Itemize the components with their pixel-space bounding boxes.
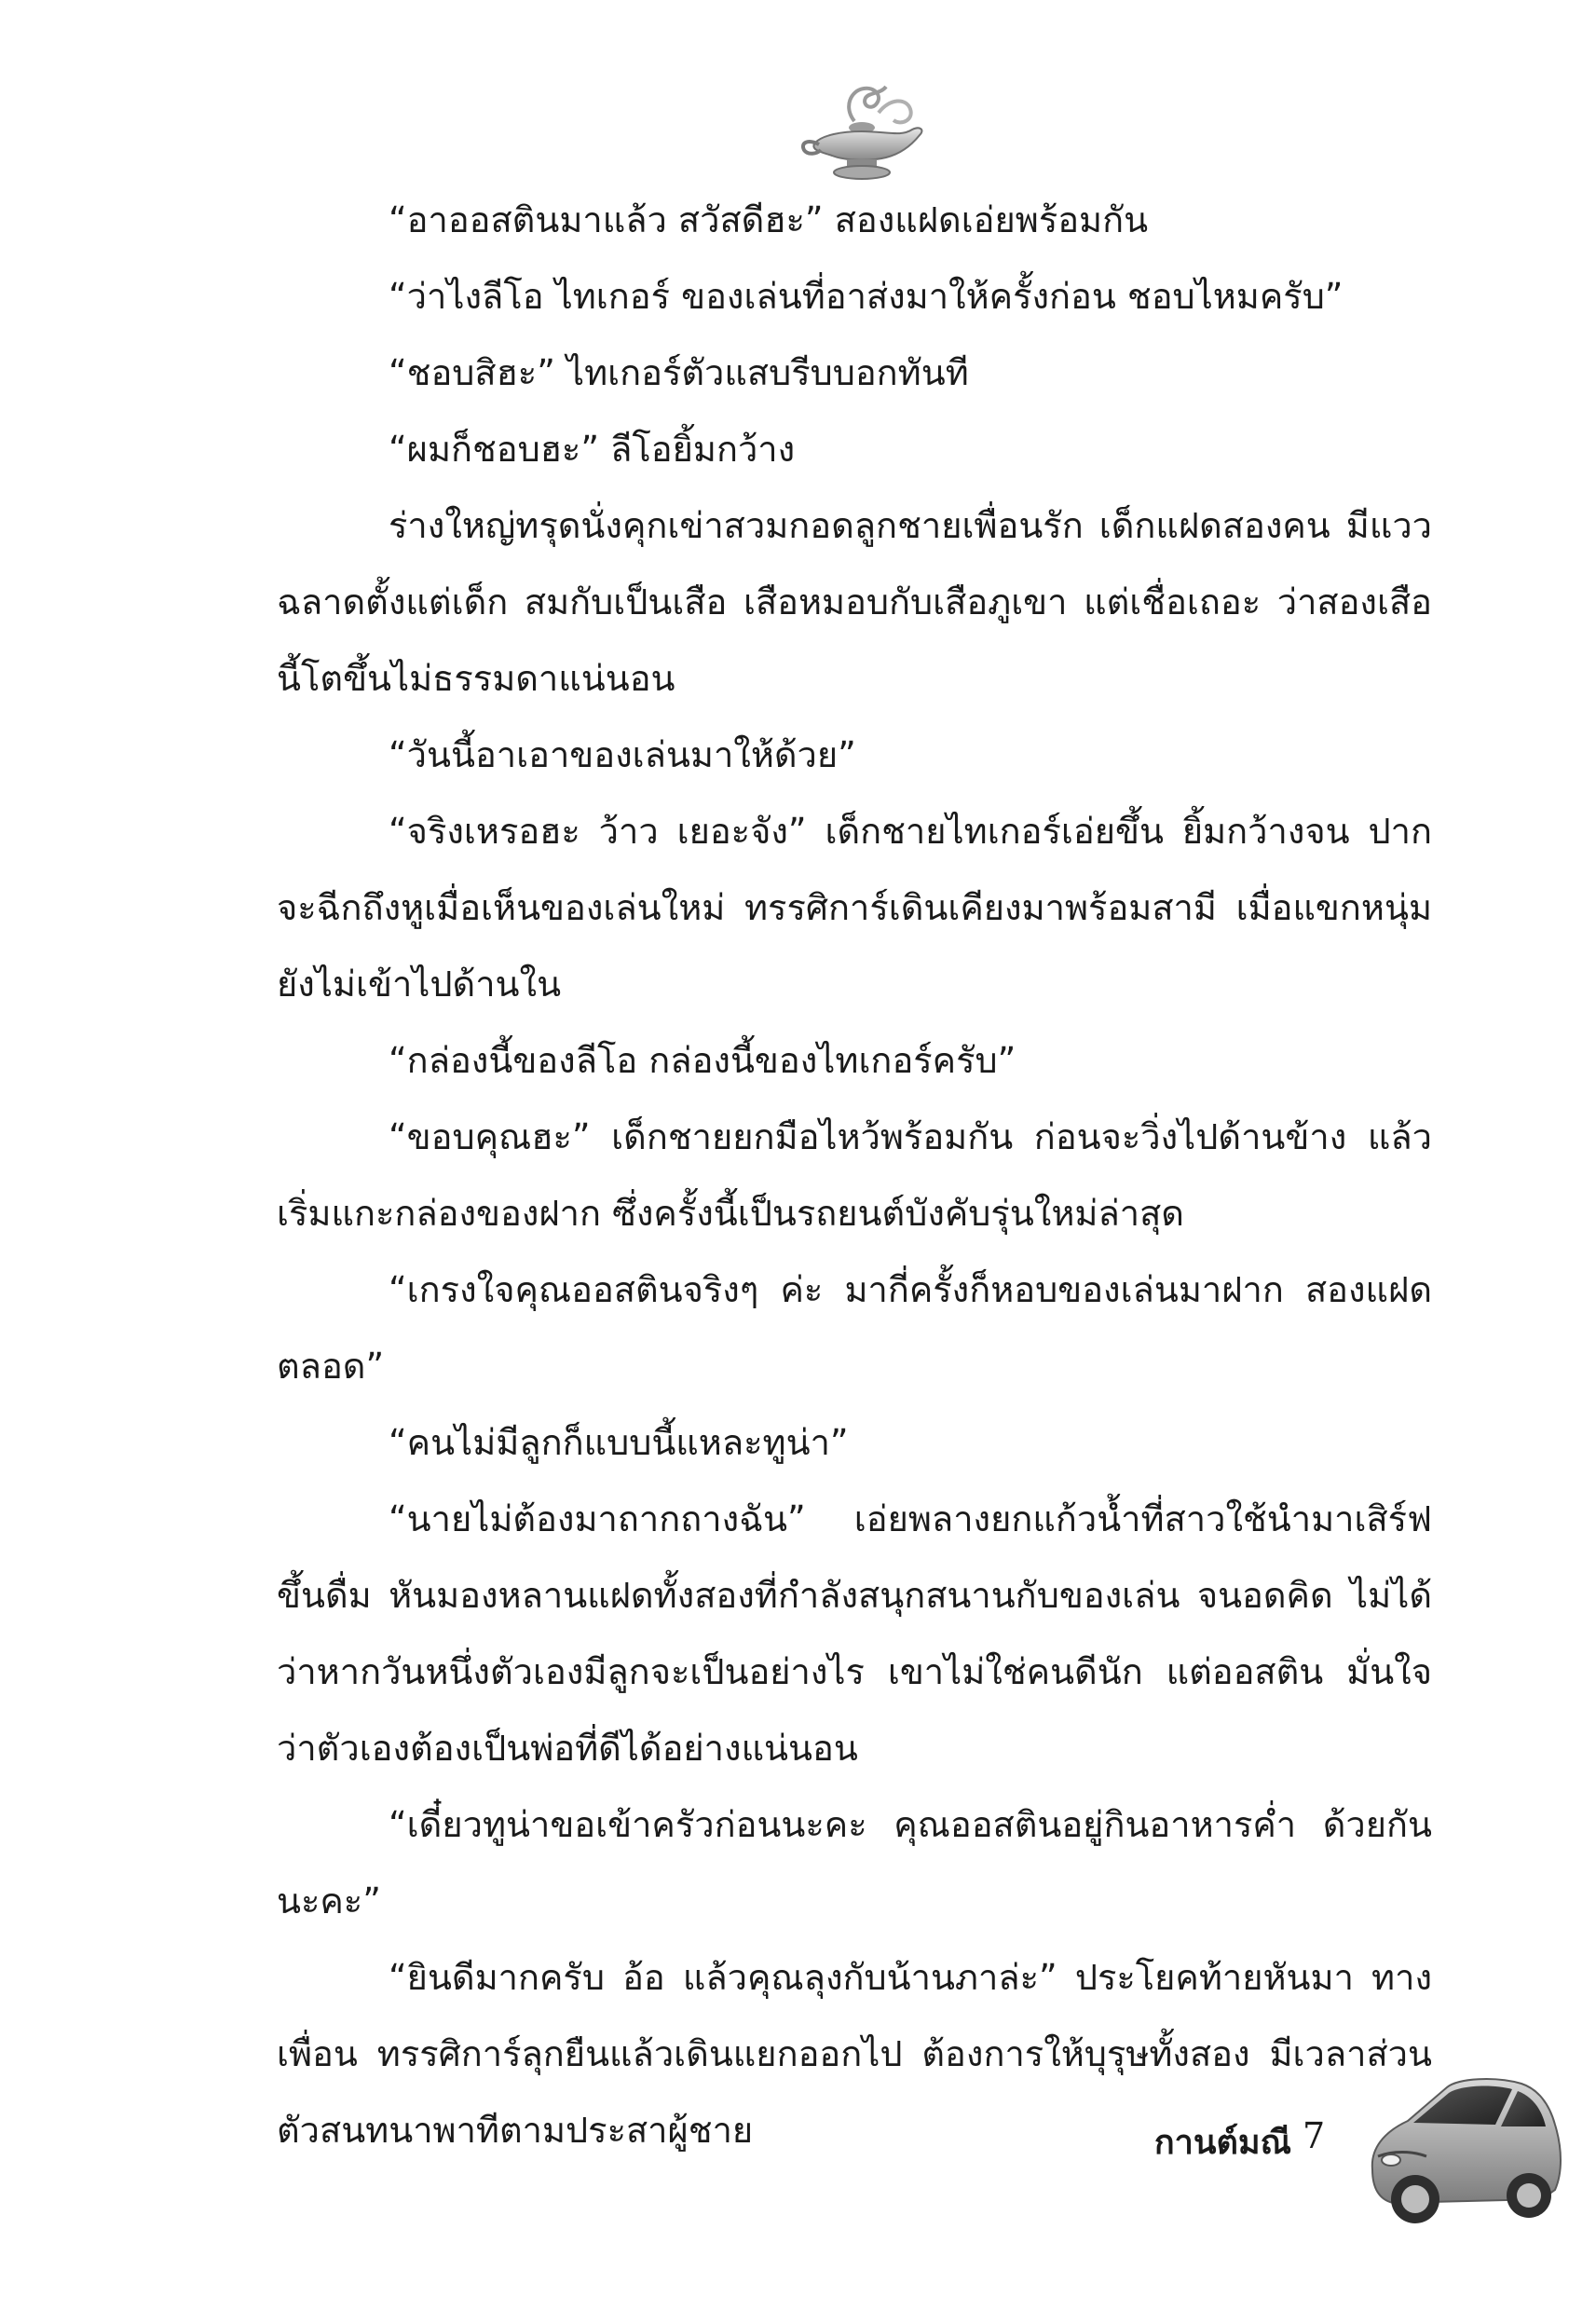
page-number: 7 xyxy=(1303,2115,1326,2156)
paragraph: “เดี๋ยวทูน่าขอเข้าครัวก่อนนะคะ คุณออสตินอยู่กินอาหารค่ำ ด้วยกันนะคะ” xyxy=(277,1804,1432,1921)
car-icon xyxy=(1356,2059,1570,2236)
paragraph: “ขอบคุณฮะ” เด็กชายยกมือไหว้พร้อมกัน ก่อนจะวิ่งไปด้านข้าง แล้วเริ่มแกะกล่องของฝาก ซึ่งครั้งนี้เป็นรถยนต์บังคับรุ่นใหม่ล่าสุด xyxy=(277,1116,1432,1234)
paragraph: “ชอบสิฮะ” ไทเกอร์ตัวแสบรีบบอกทันที xyxy=(389,352,969,393)
paragraph: “จริงเหรอฮะ ว้าว เยอะจัง” เด็กชายไทเกอร์เอ่ยขึ้น ยิ้มกว้างจน ปากจะฉีกถึงหูเมื่อเห็นของเล่นใหม่ ทรรศิการ์เดินเคียงมาพร้อมสามี เมื่อแขกหนุ่มยังไม่เข้าไปด้านใน xyxy=(277,811,1432,1005)
paragraph: “เกรงใจคุณออสตินจริงๆ ค่ะ มากี่ครั้งก็หอบของเล่นมาฝาก สองแฝดตลอด” xyxy=(277,1269,1432,1387)
running-footer-title: กานต์มณี xyxy=(1153,2124,1291,2162)
paragraph: “นายไม่ต้องมาถากถางฉัน” เอ่ยพลางยกแก้วน้ำที่สาวใช้นำมาเสิร์ฟ ขึ้นดื่ม หันมองหลานแฝดทั้งสองที่กำลังสนุกสนานกับของเล่น จนอดคิด ไม่ได้ว่าหากวันหนึ่งตัวเองมีลูกจะเป็นอย่างไร เขาไม่ใช่คนดีนัก แต่ออสติน มั่นใจว่าตัวเองต้องเป็นพ่อที่ดีได้อย่างแน่นอน xyxy=(277,1498,1432,1769)
paragraph: ร่างใหญ่ทรุดนั่งคุกเข่าสวมกอดลูกชายเพื่อนรัก เด็กแฝดสองคน มีแววฉลาดตั้งแต่เด็ก สมกับเป็นเสือ เสือหมอบกับเสือภูเขา แต่เชื่อเถอะ ว่าสองเสือนี้โตขึ้นไม่ธรรมดาแน่นอน xyxy=(277,505,1432,699)
paragraph: “วันนี้อาเอาของเล่นมาให้ด้วย” xyxy=(389,734,856,775)
paragraph: “ว่าไงลีโอ ไทเกอร์ ของเล่นที่อาส่งมาให้ครั้งก่อน ชอบไหมครับ” xyxy=(389,276,1344,317)
paragraph: “ผมก็ชอบฮะ” ลีโอยิ้มกว้าง xyxy=(389,429,796,470)
paragraph: “คนไม่มีลูกก็แบบนี้แหละทูน่า” xyxy=(389,1422,849,1463)
paragraph: “ยินดีมากครับ อ้อ แล้วคุณลุงกับน้านภาล่ะ” ประโยคท้ายหันมา ทางเพื่อน ทรรศิการ์ลุกยืนแล้วเดินแยกออกไป ต้องการให้บุรุษทั้งสอง มีเวลาส่วนตัวสนทนาพาทีตามประสาผู้ชาย xyxy=(277,1957,1432,2151)
paragraph: “อาออสตินมาแล้ว สวัสดีฮะ” สองแฝดเอ่ยพร้อมกัน xyxy=(389,199,1149,240)
paragraph: “กล่องนี้ของลีโอ กล่องนี้ของไทเกอร์ครับ” xyxy=(389,1040,1016,1081)
story-text xyxy=(277,182,1432,2168)
genie-lamp-icon xyxy=(797,70,927,196)
